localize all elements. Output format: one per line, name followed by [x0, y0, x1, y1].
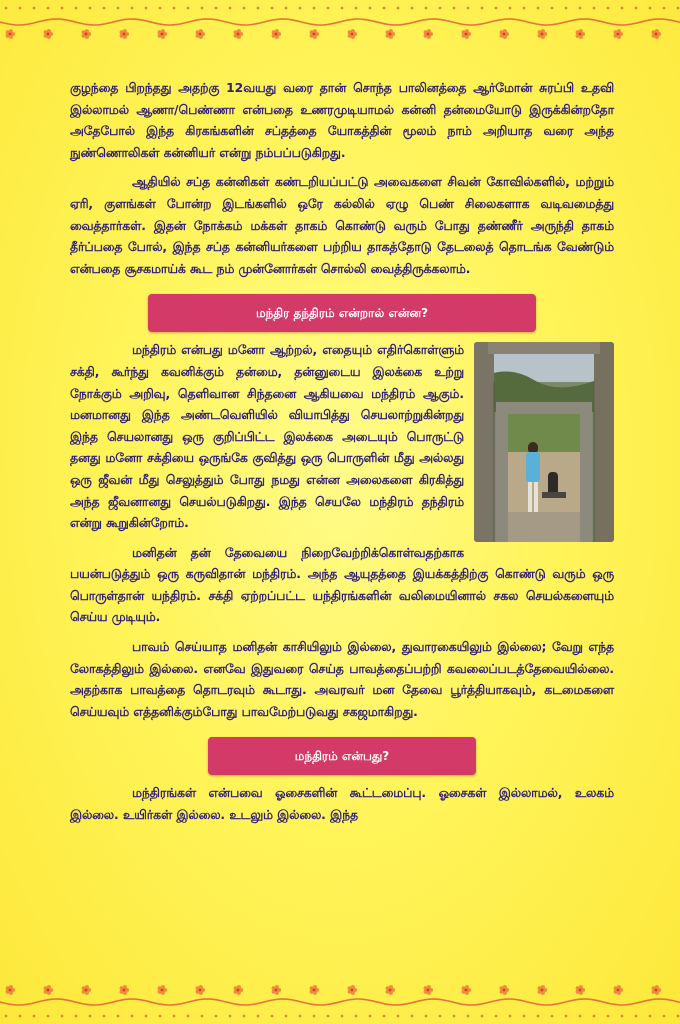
section-heading-mantram: மந்திரம் என்பது? [208, 737, 476, 775]
stone-doorway-photo [474, 342, 614, 542]
paragraph-3: மந்திரம் என்பது மனோ ஆற்றல், எதையும் எதிர்கொள்ளும் சக்தி, கூர்ந்து கவனிக்கும் தன்மை, தன்னுடைய இலக்கை உற்று நோக்கும் அறிவு, தெளிவான சிந்தனை ஆகியவை மந்திரம் ஆகும். மனமானது இந்த அண்டவெளியில் வியாபித்து செயலாற்றுகின்றது இந்த செயலானது ஒரு குறிப்பிட்ட இலக்கை அடையும் பொருட்டு தனது மனோ சக்தியை ஒருங்கே குவித்து ஒரு பொருளின் மீது அல்லது ஒரு ஜீவன் மீது செலுத்தும் போது நமது என்ன அலைகளை கிரகித்து அந்த ஜீவனானது செயல்படுகிறது. இந்த செயலே மந்திரம் தந்திரம் என்று கூறுகின்றோம். [70, 343, 464, 531]
paragraph-2: ஆதியில் சப்த கன்னிகள் கண்டறியப்பட்டு அவைகளை சிவன் கோவில்களில், மற்றும் ஏரி, குளங்கள் போன்ற இடங்களில் ஒரே கல்லில் ஏழு பெண் சிலைகளாக வடிவமைத்து வைத்தார்கள். இதன் நோக்கம் மக்கள் தாகம் கொண்டு வரும் போது தண்ணீர் அருந்தி தாகம் தீர்ப்பதை போல், இந்த சப்த கன்னியர்களை பற்றிய தாகத்தோடு தேடலைத் தொடங்க வேண்டும் என்பதை சூசகமாய்க் கூட நம் முன்னோர்கள் சொல்லி வைத்திருக்கலாம். [70, 175, 614, 276]
paragraph-1: குழந்தை பிறந்தது அதற்கு 12வயது வரை தான் சொந்த பாலினத்தை ஆர்மோன் சுரப்பி உதவி இல்லாமல் ஆணா/பெண்ணா என்பதை உணரமுடியாமல் கன்னி தன்மையோடு இருக்கின்றதோ அதேபோல் இந்த கிரகங்களின் சப்தத்தை யோகத்தின் மூலம் நாம் அறியாத வரை அந்த நுண்ணொலிகள் கன்னியர் என்று நம்பப்படுகிறது. [70, 81, 614, 160]
paragraph-5: பாவம் செய்யாத மனிதன் காசியிலும் இல்லை, துவாரகையிலும் இல்லை; வேறு எந்த லோகத்திலும் இல்லை. எனவே இதுவரை செய்த பாவத்தைப்பற்றி கவலைப்படத்தேவையில்லை. அதற்காக பாவத்தை தொடரவும் கூடாது. அவரவர் மன தேவை பூர்த்தியாகவும், கடமைகளை செய்யவும் எத்தனிக்கும்போது பாவமேற்படுவது சகஜமாகிறது. [70, 640, 614, 719]
article-body [70, 68, 614, 827]
paragraph-group-with-photo [70, 340, 614, 629]
paragraph-6: மந்திரங்கள் என்பவை ஓசைகளின் கூட்டமைப்பு. ஓசைகள் இல்லாமல், உலகம் இல்லை. உயிர்கள் இல்லை. உடலும் இல்லை. இந்த [70, 786, 614, 823]
bottom-decorative-border [0, 976, 680, 1024]
section-heading-mantra-tantra: மந்திர தந்திரம் என்றால் என்ன? [148, 294, 536, 332]
paragraph-4: மனிதன் தன் தேவையை நிறைவேற்றிக்கொள்வதற்காக பயன்படுத்தும் ஒரு கருவிதான் மந்திரம். அந்த ஆயுதத்தை இயக்கத்திற்கு கொண்டு வரும் ஒரு பொருள்தான் யந்திரம். சக்தி ஏற்றப்பட்ட யந்திரங்களின் வலிமையினால் சகல செயல்களையும் செய்ய முடியும். [70, 545, 614, 625]
top-decorative-border [0, 0, 680, 48]
